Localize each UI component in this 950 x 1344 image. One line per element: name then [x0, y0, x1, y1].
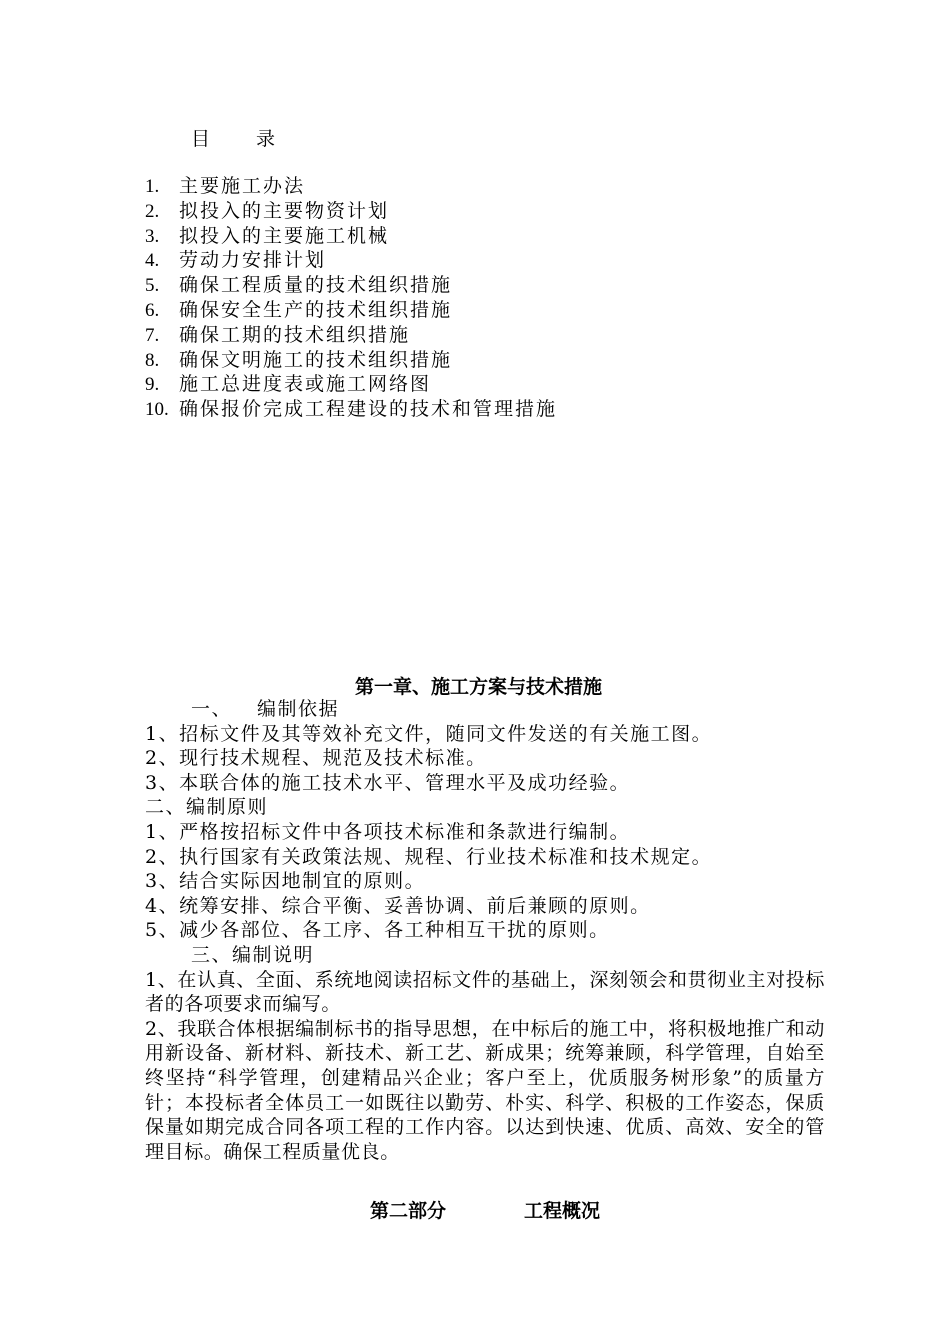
- list-item: 3、本联合体的施工技术水平、管理水平及成功经验。: [145, 771, 631, 794]
- list-item: 2、执行国家有关政策法规、规程、行业技术标准和技术规定。: [145, 845, 713, 868]
- list-item: 1、严格按招标文件中各项技术标准和条款进行编制。: [145, 820, 631, 843]
- toc-item: [145, 273, 557, 298]
- toc-item: [145, 372, 557, 397]
- list-item: 3、结合实际因地制宜的原则。: [145, 870, 426, 893]
- toc-item: [145, 224, 557, 249]
- part-label: 第二部分: [370, 1200, 447, 1222]
- toc-item-text: 确保文明施工的技术组织措施: [179, 348, 453, 371]
- part-title: 工程概况: [524, 1200, 601, 1222]
- toc-item: [145, 174, 557, 199]
- section-heading: 三、编制说明: [191, 943, 315, 966]
- toc-item-number: 9.: [145, 374, 160, 396]
- toc-item: [145, 348, 557, 373]
- toc-item-number: 7.: [145, 324, 160, 346]
- toc-item-text: 确保安全生产的技术组织措施: [179, 298, 453, 321]
- toc-item-text: 确保报价完成工程建设的技术和管理措施: [179, 398, 558, 421]
- toc-item: [145, 199, 557, 224]
- toc-list: [145, 174, 557, 422]
- toc-item-text: 施工总进度表或施工网络图: [179, 373, 432, 396]
- toc-item-text: 拟投入的主要施工机械: [179, 224, 390, 247]
- toc-item-text: 确保工期的技术组织措施: [179, 323, 411, 346]
- toc-item-number: 3.: [145, 225, 160, 247]
- section-number: 一、: [191, 698, 233, 720]
- toc-item-text: 确保工程质量的技术组织措施: [179, 274, 453, 297]
- toc-item-number: 5.: [145, 275, 160, 297]
- toc-item-number: 8.: [145, 349, 160, 371]
- toc-item-number: 6.: [145, 299, 160, 321]
- toc-item: [145, 323, 557, 348]
- section-title: 编制依据: [257, 698, 340, 720]
- list-item: 4、统筹安排、综合平衡、妥善协调、前后兼顾的原则。: [145, 894, 651, 917]
- toc-item-text: 劳动力安排计划: [179, 249, 327, 272]
- toc-item-number: 10.: [145, 399, 169, 421]
- toc-item: [145, 397, 557, 422]
- section-heading: [145, 697, 825, 722]
- list-item: 1、招标文件及其等效补充文件，随同文件发送的有关施工图。: [145, 722, 713, 745]
- toc-item-text: 主要施工办法: [179, 175, 306, 197]
- toc-item-number: 1.: [145, 176, 160, 197]
- toc-item: [145, 248, 557, 273]
- toc-item-text: 拟投入的主要物资计划: [179, 199, 390, 222]
- chapter-heading: 第一章、施工方案与技术措施: [355, 676, 603, 698]
- list-item: 2、现行技术规程、规范及技术标准。: [145, 747, 487, 770]
- part-heading: [370, 1196, 600, 1223]
- paragraph: 2、我联合体根据编制标书的指导思想，在中标后的施工中，将积极地推广和动用新设备、新材料、新技术、新工艺、新成果；统筹兼顾，科学管理，自始至终坚持“科学管理，创建精品兴企业；客户至上，优质服务树形象”的质量方针；本投标者全体员工一如既往以勤劳、朴实、科学、积极的工作姿态，保质保量如期完成合同各项工程的工作内容。以达到快速、优质、高效、安全的管理目标。确保工程质量优良。: [145, 1017, 825, 1163]
- list-item: 5、减少各部位、各工序、各工种相互干扰的原则。: [145, 919, 610, 942]
- chapter-body: [145, 697, 825, 1164]
- section-heading: 二、编制原则: [145, 796, 269, 819]
- toc-title: 目 录: [191, 128, 296, 150]
- toc-item-number: 2.: [145, 200, 160, 222]
- toc-item: [145, 298, 557, 323]
- toc-item-number: 4.: [145, 250, 160, 272]
- paragraph: 1、在认真、全面、系统地阅读招标文件的基础上，深刻领会和贯彻业主对投标者的各项要求而编写。: [145, 968, 825, 1016]
